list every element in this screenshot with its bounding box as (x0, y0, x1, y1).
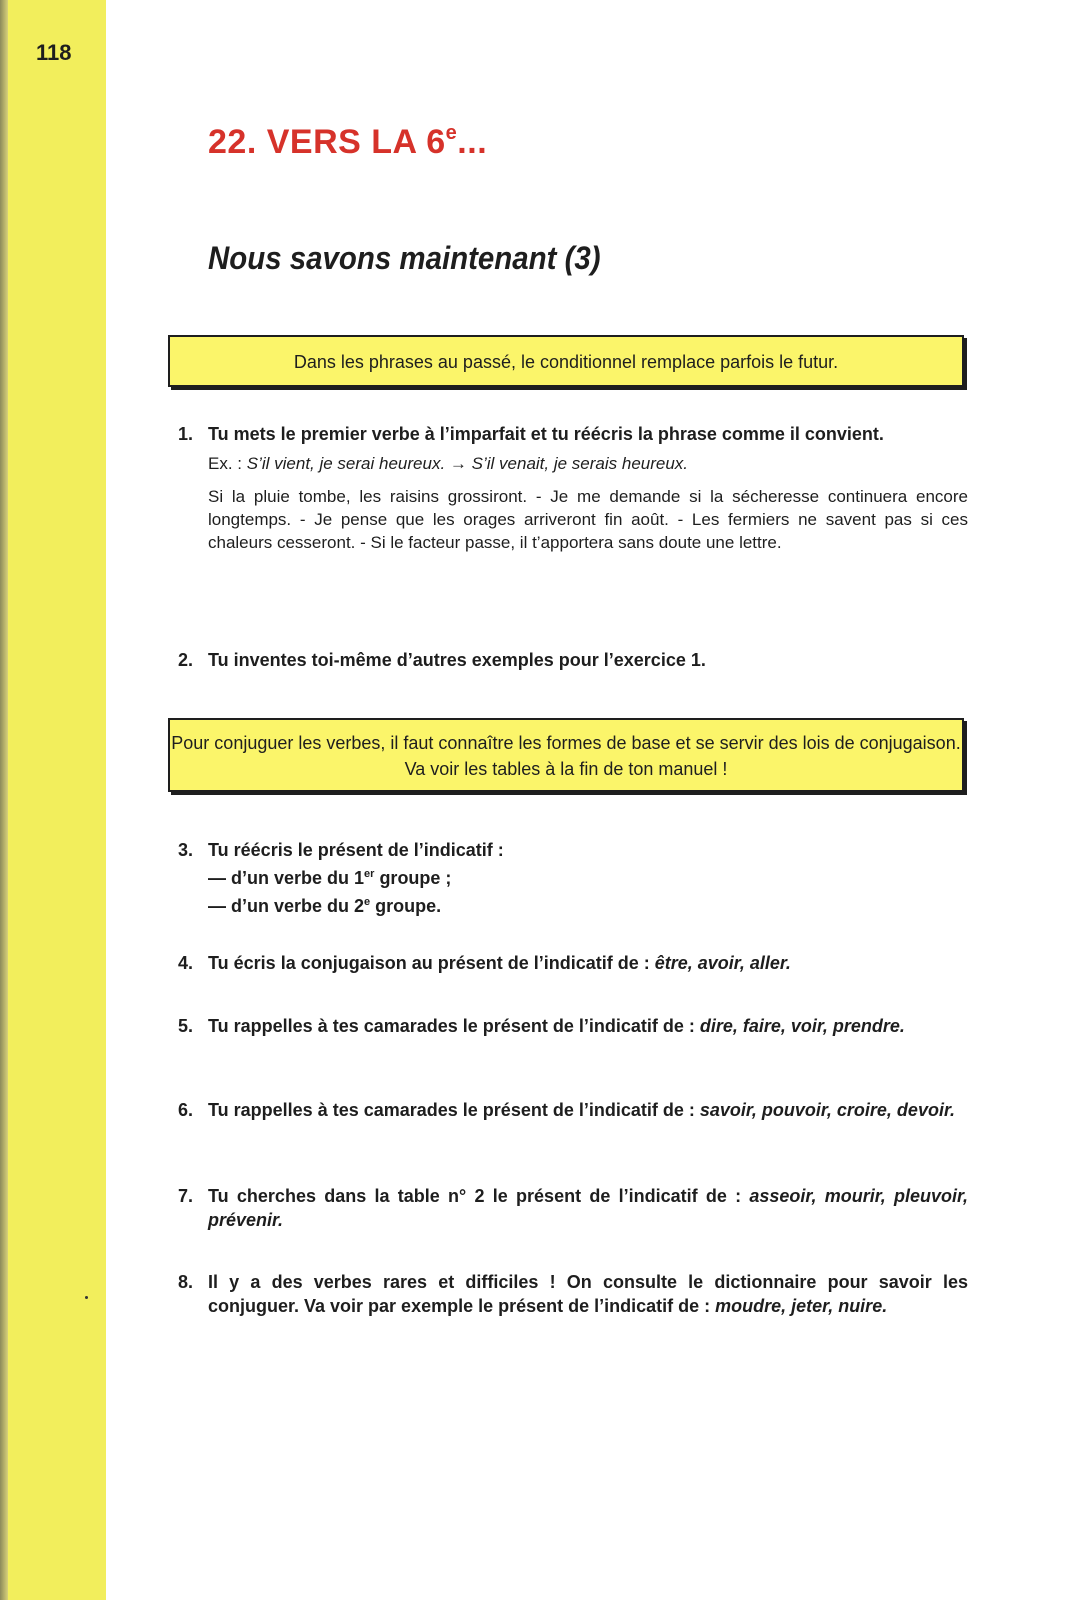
exercise-instruction (208, 1098, 968, 1122)
arrow-icon: → (449, 454, 467, 473)
instruction-text: Tu rappelles à tes camarades le présent de l’indicatif de : (208, 1016, 700, 1036)
exercise-7 (178, 1184, 968, 1232)
exercise-number: 1. (178, 424, 194, 444)
exercise-number: 5. (178, 1016, 194, 1036)
verb-list: être, avoir, aller. (654, 953, 791, 973)
exercise-number: 8. (178, 1272, 194, 1292)
instruction-text: Tu écris la conjugaison au présent de l’indicatif de : (208, 953, 655, 973)
chapter-sup: e (445, 122, 458, 144)
verb-list: savoir, pouvoir, croire, devoir. (699, 1100, 955, 1120)
exercise-instruction (208, 1184, 968, 1232)
sub-item-suffix: groupe. (370, 896, 442, 916)
exercise-5 (178, 1014, 968, 1038)
sub-item-text: — d’un verbe du 1 (208, 868, 365, 888)
rule-box: Dans les phrases au passé, le conditionnel remplace parfois le futur. (168, 335, 964, 387)
exercise-instruction: Tu inventes toi-même d’autres exemples pour l’exercice 1. (208, 650, 706, 670)
section-title: Nous savons maintenant (3) (208, 240, 601, 276)
rule-box: Pour conjuguer les verbes, il faut connaître les formes de base et se servir des lois de conjugaison. Va voir les tables à la fin de ton manuel ! (168, 718, 964, 792)
chapter-title (208, 122, 487, 162)
exercise-2 (178, 648, 968, 672)
example-left: S’il vient, je serai heureux. (246, 454, 446, 473)
chapter-text: VERS LA 6 (266, 123, 446, 161)
exercise-instruction: Tu réécris le présent de l’indicatif : (208, 840, 504, 860)
exercise-number: 6. (178, 1100, 194, 1120)
exercise-8 (178, 1270, 968, 1318)
margin-band (8, 0, 106, 1600)
exercise-3 (178, 838, 968, 918)
exercise-number: 2. (178, 650, 194, 670)
exercise-number: 3. (178, 840, 194, 860)
exercise-6 (178, 1098, 968, 1122)
verb-list: dire, faire, voir, prendre. (699, 1016, 905, 1036)
exercise-instruction: Tu mets le premier verbe à l’imparfait et tu réécris la phrase comme il convient. (208, 424, 884, 444)
exercise-instruction (208, 1270, 968, 1318)
page-edge (0, 0, 8, 1600)
example-line (208, 452, 968, 475)
exercise-instruction (208, 1014, 968, 1038)
page-number: 118 (36, 40, 72, 65)
sub-item (208, 890, 968, 918)
instruction-text: Il y a des verbes rares et difficiles ! On consulte le dictionnaire pour savoir les conjuguer. Va voir par exemple le présent de l’indicatif de : (208, 1272, 968, 1316)
exercise-4 (178, 951, 968, 975)
sub-item (208, 862, 968, 890)
example-right: S’il venait, je serais heureux. (471, 454, 689, 473)
sub-item-suffix: groupe ; (374, 868, 452, 888)
exercise-number: 7. (178, 1186, 194, 1206)
verb-list: asseoir, mourir, pleuvoir, prévenir. (208, 1186, 969, 1230)
example-prefix: Ex. : (208, 454, 247, 473)
verb-list: moudre, jeter, nuire. (715, 1296, 888, 1316)
sub-item-text: — d’un verbe du 2 (208, 896, 365, 916)
sub-item-sup: e (364, 896, 371, 908)
exercise-sentences: Si la pluie tombe, les raisins grossiront. - Je me demande si la sécheresse continuera encore longtemps. - Je pense que les orages arriveront fin août. - Les fermiers ne savent pas si ces chaleurs cesseront. - Si le facteur passe, il t’apportera sans doute une lettre. (208, 487, 968, 552)
chapter-suffix: ... (457, 123, 488, 161)
exercise-instruction (208, 951, 968, 975)
instruction-text: Tu cherches dans la table n° 2 le présent de l’indicatif de : (208, 1186, 750, 1206)
instruction-text: Tu rappelles à tes camarades le présent de l’indicatif de : (208, 1100, 700, 1120)
sub-item-sup: er (364, 868, 375, 880)
exercise-1 (178, 422, 968, 554)
margin-dot (85, 1296, 88, 1299)
chapter-prefix: 22. (208, 123, 257, 161)
exercise-number: 4. (178, 953, 194, 973)
